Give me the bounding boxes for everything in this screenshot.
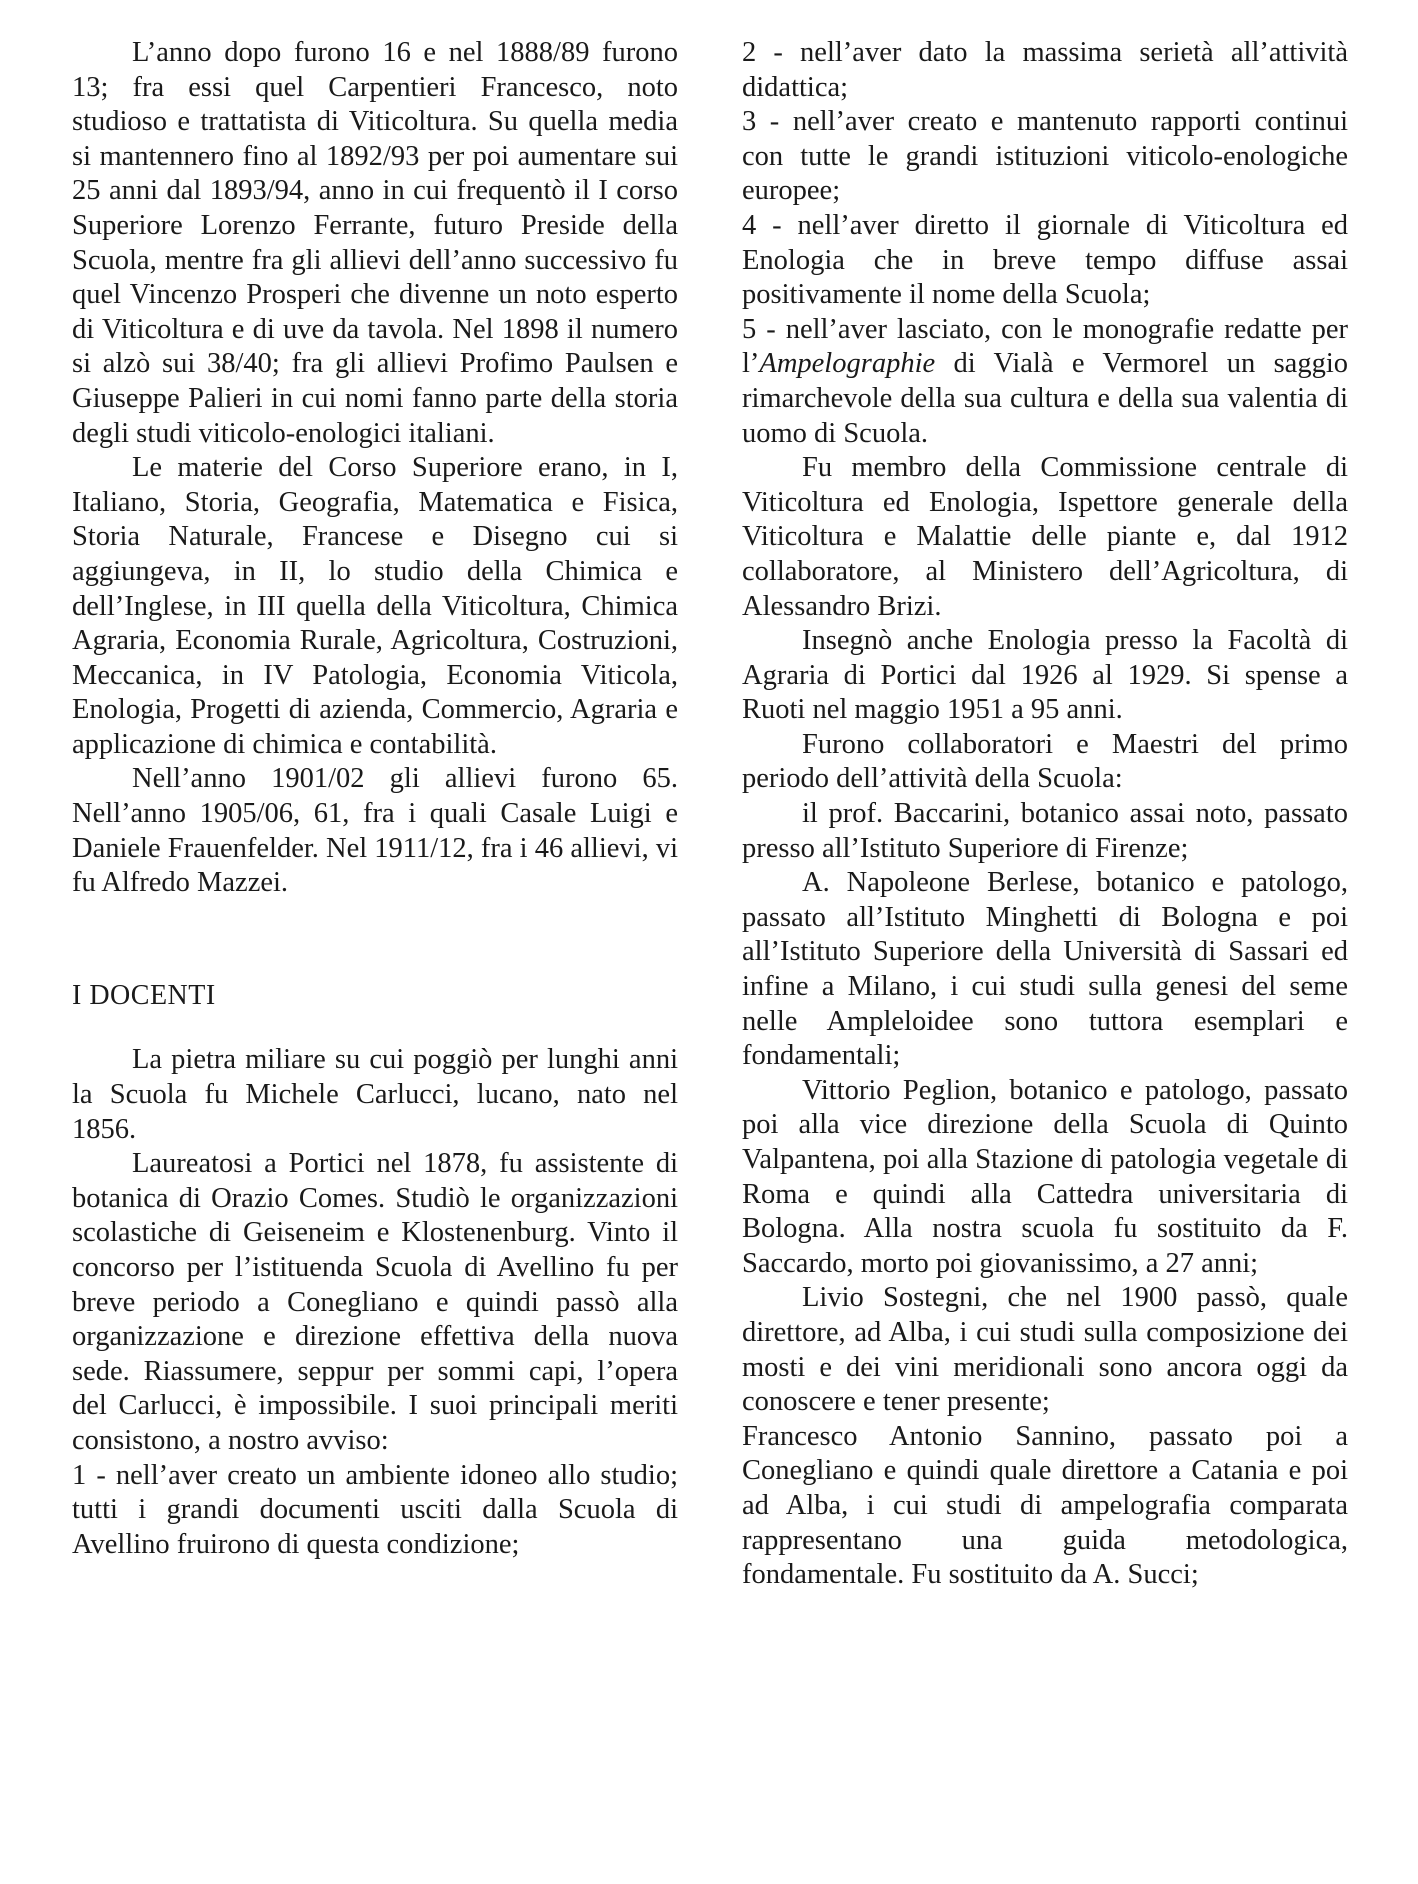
paragraph-course-subjects: Le materie del Corso Superiore erano, in I, Italiano, Storia, Geografia, Matematica e Fisica, Storia Naturale, Francese e Disegno cui si aggiungeva, in II, lo studio della Chimica e dell’Inglese, in III quella della Viticoltura, Chimica Agraria, Economia Rurale, Agricoltura, Costruzioni, Meccanica, in IV Patologia, Economia Viticola, Enologia, Progetti di azienda, Commercio, Agraria e applicazione di chimica e contabilità. [72, 452, 678, 760]
paragraph-merit-1: 1 - nell’aver creato un ambiente idoneo allo studio; tutti i grandi documenti usciti dalla Scuola di Avellino fruirono di questa condizione; [72, 1459, 678, 1560]
paragraph-portici-teaching: Insegnò anche Enologia presso la Facoltà di Agraria di Portici dal 1926 al 1929. Si spense a Ruoti nel maggio 1951 a 95 anni. [742, 625, 1348, 726]
paragraph-sannino: Francesco Antonio Sannino, passato poi a Conegliano e quindi quale direttore a Catania e poi ad Alba, i cui studi di ampelografia comparata rappresentano una guida metodologica, fondamentale. Fu sostituito da A. Succi; [742, 1420, 1348, 1591]
paragraph-sostegni: Livio Sostegni, che nel 1900 passò, quale direttore, ad Alba, i cui studi sulla composizione dei mosti e dei vini meridionali sono ancora oggi da conoscere e tener presente; [742, 1282, 1348, 1418]
paragraph-commission-roles: Fu membro della Commissione centrale di Viticoltura ed Enologia, Ispettore generale della Viticoltura e Malattie delle piante e, dal 1912 collaboratore, al Ministero dell’Agricoltura, di Alessandro Brizi. [742, 452, 1348, 622]
paragraph-carlucci-career: Laureatosi a Portici nel 1878, fu assistente di botanica di Orazio Comes. Studiò le organizzazioni scolastiche di Geiseneim e Klostenenburg. Vinto il concorso per l’istituenda Scuola di Avellino fu per breve periodo a Conegliano e quindi passò alla organizzazione e direzione effettiva della nuova sede. Riassumere, seppur per sommi capi, l’opera del Carlucci, è impossibile. I suoi principali meriti consistono, a nostro avviso: [72, 1148, 678, 1456]
paragraph-student-counts: Nell’anno 1901/02 gli allievi furono 65. Nell’anno 1905/06, 61, fra i quali Casale Luigi e Daniele Frauenfelder. Nel 1911/12, fra i 46 allievi, vi fu Alfredo Mazzei. [72, 763, 678, 899]
ampelographie-title: Ampelographie [759, 348, 936, 380]
paragraph-carlucci-intro: La pietra miliare su cui poggiò per lunghi anni la Scuola fu Michele Carlucci, lucano, nato nel 1856. [72, 1044, 678, 1145]
paragraph-merit-3: 3 - nell’aver creato e mantenuto rapporti continui con tutte le grandi istituzioni viticolo-enologiche europee; [742, 106, 1348, 207]
merit-5-text-end: di Vialà e Vermorel un saggio rimarchevole della sua cultura e della sua valentia di uomo di Scuola. [742, 348, 1348, 449]
right-column [742, 36, 1348, 1593]
section-heading-docenti: I DOCENTI [72, 979, 216, 1011]
paragraph-merit-2: 2 - nell’aver dato la massima serietà all’attività didattica; [742, 37, 1348, 103]
paragraph-baccarini: il prof. Baccarini, botanico assai noto, passato presso all’Istituto Superiore di Firenze; [742, 798, 1348, 864]
merit-5-text-start: 5 - nell’aver lasciato, con le monografie redatte per l’ [742, 313, 1348, 380]
paragraph-berlese: A. Napoleone Berlese, botanico e patologo, passato all’Istituto Minghetti di Bologna e poi all’Istituto Superiore della Università di Sassari ed infine a Milano, i cui studi sulla genesi del seme nelle Ampleloidee sono tuttora esemplari e fondamentali; [742, 867, 1348, 1072]
paragraph-merit-4: 4 - nell’aver diretto il giornale di Viticoltura ed Enologia che in breve tempo diffuse assai positivamente il nome della Scuola; [742, 209, 1348, 311]
paragraph-merit-5 [742, 313, 1348, 451]
paragraph-collaborators-intro: Furono collaboratori e Maestri del primo periodo dell’attività della Scuola: [742, 728, 1348, 795]
paragraph-peglion: Vittorio Peglion, botanico e patologo, passato poi alla vice direzione della Scuola di Quinto Valpantena, poi alla Stazione di patologia vegetale di Roma e quindi alla Cattedra universitaria di Bologna. Alla nostra scuola fu sostituito da F. Saccardo, morto poi giovanissimo, a 27 anni; [742, 1074, 1348, 1279]
left-column [72, 36, 678, 1562]
paragraph-enrollment-years: L’anno dopo furono 16 e nel 1888/89 furono 13; fra essi quel Carpentieri Francesco, noto studioso e trattatista di Viticoltura. Su quella media si mantennero fino al 1892/93 per poi aumentare sui 25 anni dal 1893/94, anno in cui frequentò il I corso Superiore Lorenzo Ferrante, futuro Preside della Scuola, mentre fra gli allievi dell’anno successivo fu quel Vincenzo Prosperi che divenne un noto esperto di Viticoltura e di uve da tavola. Nel 1898 il numero si alzò sui 38/40; fra gli allievi Profimo Paulsen e Giuseppe Palieri in cui nomi fanno parte della storia degli studi viticolo-enologici italiani. [72, 37, 678, 449]
